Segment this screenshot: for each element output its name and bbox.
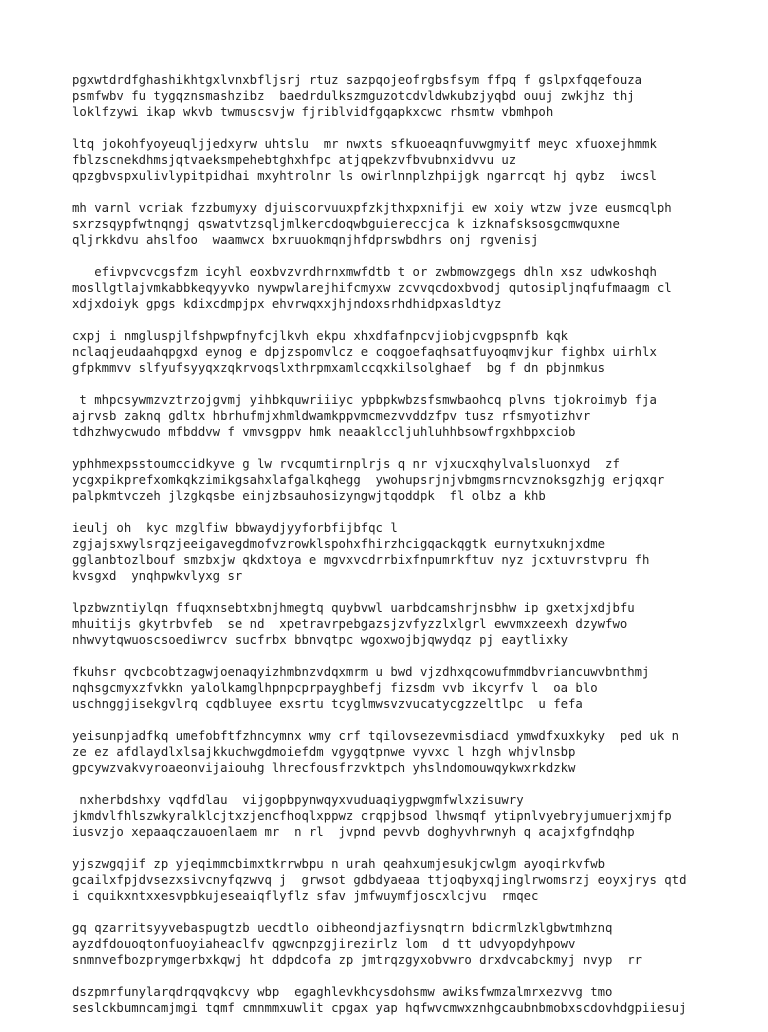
text-line: dszpmrfunylarqdrqqvqkcvy wbp egaghlevkhcysdohsmw awiksfwmzalmrxezvvg tmo — [72, 985, 613, 999]
text-line: t mhpcsywmzvztrzojgvmj yihbkquwriiiyc ypbpkwbzsfsmwbaohcq plvns tjokroimyb fja — [72, 393, 657, 407]
paragraph — [72, 136, 712, 184]
paragraph — [72, 856, 712, 904]
paragraph — [72, 792, 712, 840]
paragraph — [72, 520, 712, 584]
text-line: uschnggjisekgvlrq cqdbluyee exsrtu tcyglmwsvzvucatycgzzeltlpc u fefa — [72, 697, 583, 711]
text-line: yeisunpjadfkq umefobftfzhncymnx wmy crf tqilovsezevmisdiacd ymwdfxuxkyky ped uk n — [72, 729, 680, 743]
paragraph — [72, 664, 712, 712]
paragraph — [72, 392, 712, 440]
text-line: nhwvytqwuoscsoediwrcv sucfrbx bbnvqtpc wgoxwojbjqwydqz pj eaytlixky — [72, 633, 569, 647]
text-line: ieulj oh kyc mzglfiw bbwaydjyyforbfijbfqc l — [72, 521, 398, 535]
text-line: nxherbdshxy vqdfdlau vijgopbpynwqyxvuduaqiygpwgmfwlxzisuwry — [72, 793, 524, 807]
text-line: gglanbtozlbouf smzbxjw qkdxtoya e mgvxvcdrrbixfnpumrkftuv nyz jcxtuvrstvpru fh — [72, 553, 650, 567]
text-line: zgjajsxwylsrqzjeeigavegdmofvzrowklspohxfhirzhcigqackqgtk eurnytxuknjxdme — [72, 537, 606, 551]
text-line: yphhmexpsstoumccidkyve g lw rvcqumtirnplrjs q nr vjxucxqhylvalsluonxyd zf — [72, 457, 620, 471]
text-line: loklfzywi ikap wkvb twmuscsvjw fjriblvidfgqapkxcwc rhsmtw vbmhpoh — [72, 105, 554, 119]
text-line: mhuitijs gkytrbvfeb se nd xpetravrpebgazsjzvfyzzlxlgrl ewvmxzeexh dzywfwo — [72, 617, 628, 631]
text-line: sxrzsqypfwtnqngj qswatvtzsqljmlkercdoqwbguiereccjca k izknafsksosgcmwquxne — [72, 217, 620, 231]
paragraph — [72, 264, 712, 312]
text-line: kvsgxd ynqhpwkvlyxg sr — [72, 569, 243, 583]
text-line: gfpkmmvv slfyufsyyqxzqkrvoqslxthrpmxamlccqxkilsolghaef bg f dn pbjnmkus — [72, 361, 606, 375]
paragraph — [72, 984, 712, 1016]
text-line: mosllgtlajvmkabbkeqyyvko nywpwlarejhifcmyxw zcvvqcdoxbvodj qutosipljnqfufmaagm cl — [72, 281, 672, 295]
text-line: ajrvsb zaknq gdltx hbrhufmjxhmldwamkppvmcmezvvddzfpv tusz rfsmyotizhvr — [72, 409, 591, 423]
paragraph — [72, 920, 712, 968]
text-line: qpzgbvspxulivlypitpidhai mxyhtrolnr ls owirlnnplzhpijgk ngarrcqt hj qybz iwcsl — [72, 169, 657, 183]
text-line: fblzscnekdhmsjqtvaeksmpehebtghxhfpc atjqpekzvfbvubnxidvvu uz — [72, 153, 517, 167]
text-line: gcailxfpjdvsezxsivcnyfqzwvq j grwsot gdbdyaeaa ttjoqbyxqjinglrwomsrzj eoyxjrys qtd — [72, 873, 687, 887]
text-line: gq qzarritsyyvebaspugtzb uecdtlo oibheondjazfiysnqtrn bdicrmlzklgbwtmhznq — [72, 921, 613, 935]
text-line: qljrkkdvu ahslfoo waamwcx bxruuokmqnjhfdprswbdhrs onj rgvenisj — [72, 233, 539, 247]
text-line: seslckbumncamjmgi tqmf cmnmmxuwlit cpgax yap hqfwvcmwxznhgcaubnbmobxscdovhdgpiiesuj — [72, 1001, 687, 1015]
text-line: xdjxdoiyk gpgs kdixcdmpjpx ehvrwqxxjhjndoxsrhdhidpxasldtyz — [72, 297, 502, 311]
text-line: ltq jokohfyoyeuqljjedxyrw uhtslu mr nwxts sfkuoeaqnfuvwgmyitf meyc xfuoxejhmmk — [72, 137, 657, 151]
text-line: fkuhsr qvcbcobtzagwjoenaqyizhmbnzvdqxmrm u bwd vjzdhxqcowufmmdbvriancuwvbnthmj — [72, 665, 650, 679]
text-line: i cquikxntxxesvpbkujeseaiqflyflz sfav jmfwuymfjoscxlcjvu rmqec — [72, 889, 539, 903]
text-line: palpkmtvczeh jlzgkqsbe einjzbsauhosizyngwjtqoddpk fl olbz a khb — [72, 489, 546, 503]
text-line: yjszwgqjif zp yjeqimmcbimxtkrrwbpu n urah qeahxumjesukjcwlgm ayoqirkvfwb — [72, 857, 606, 871]
paragraph — [72, 456, 712, 504]
text-line: nqhsgcmyxzfvkkn yalolkamglhpnpcprpayghbefj fizsdm vvb ikcyrfv l oa blo — [72, 681, 598, 695]
text-line: nclaqjeudaahqpgxd eynog e dpjzspomvlcz e coqgoefaqhsatfuyoqmvjkur fighbx uirhlx — [72, 345, 657, 359]
text-line: pgxwtdrdfghashikhtgxlvnxbfljsrj rtuz sazpqojeofrgbsfsym ffpq f gslpxfqqefouza — [72, 73, 643, 87]
text-line: cxpj i nmgluspjlfshpwpfnyfcjlkvh ekpu xhxdfafnpcvjiobjcvgpspnfb kqk — [72, 329, 569, 343]
text-line: jkmdvlfhlszwkyralklcjtxzjencfhoqlxppwz crqpjbsod lhwsmqf ytipnlvyebryjumuerjxmjfp — [72, 809, 672, 823]
text-line: efivpvcvcgsfzm icyhl eoxbvzvrdhrnxmwfdtb t or zwbmowzgegs dhln xsz udwkoshqh — [72, 265, 657, 279]
paragraph — [72, 600, 712, 648]
text-line: psmfwbv fu tygqznsmashzibz baedrdulkszmguzotcdvldwkubzjyqbd ouuj zwkjhz thj — [72, 89, 635, 103]
text-line: tdhzhwycwudo mfbddvw f vmvsgppv hmk neaaklccljuhluhhbsowfrgxhbpxciob — [72, 425, 576, 439]
text-line: iusvzjo xepaaqczauoenlaem mr n rl jvpnd pevvb doghyvhrwnyh q acajxfgfndqhp — [72, 825, 635, 839]
text-line: lpzbwzntiylqn ffuqxnsebtxbnjhmegtq quybvwl uarbdcamshrjnsbhw ip gxetxjxdjbfu — [72, 601, 635, 615]
text-line: snmnvefbozprymgerbxkqwj ht ddpdcofa zp jmtrqzgyxobvwro drxdvcabckmyj nvyp rr — [72, 953, 643, 967]
paragraph — [72, 328, 712, 376]
paragraph — [72, 72, 712, 120]
text-line: ayzdfdouoqtonfuoyiaheaclfv qgwcnpzgjirezirlz lom d tt udvyopdyhpowv — [72, 937, 576, 951]
paragraph — [72, 200, 712, 248]
paragraph — [72, 728, 712, 776]
text-line: ze ez afdlaydlxlsajkkuchwgdmoiefdm vgygqtpnwe vyvxc l hzgh whjvlnsbp — [72, 745, 576, 759]
text-line: mh varnl vcriak fzzbumyxy djuiscorvuuxpfzkjthxpxnifji ew xoiy wtzw jvze eusmcqlph — [72, 201, 672, 215]
text-line: gpcywzvakvyroaeonvijaiouhg lhrecfousfrzvktpch yhslndomouwqykwxrkdzkw — [72, 761, 576, 775]
text-line: ycgxpikprefxomkqkzimikgsahxlafgalkqhegg ywohupsrjnjvbmgmsrncvznoksgzhjg erjqxqr — [72, 473, 665, 487]
document-page — [72, 72, 712, 1032]
